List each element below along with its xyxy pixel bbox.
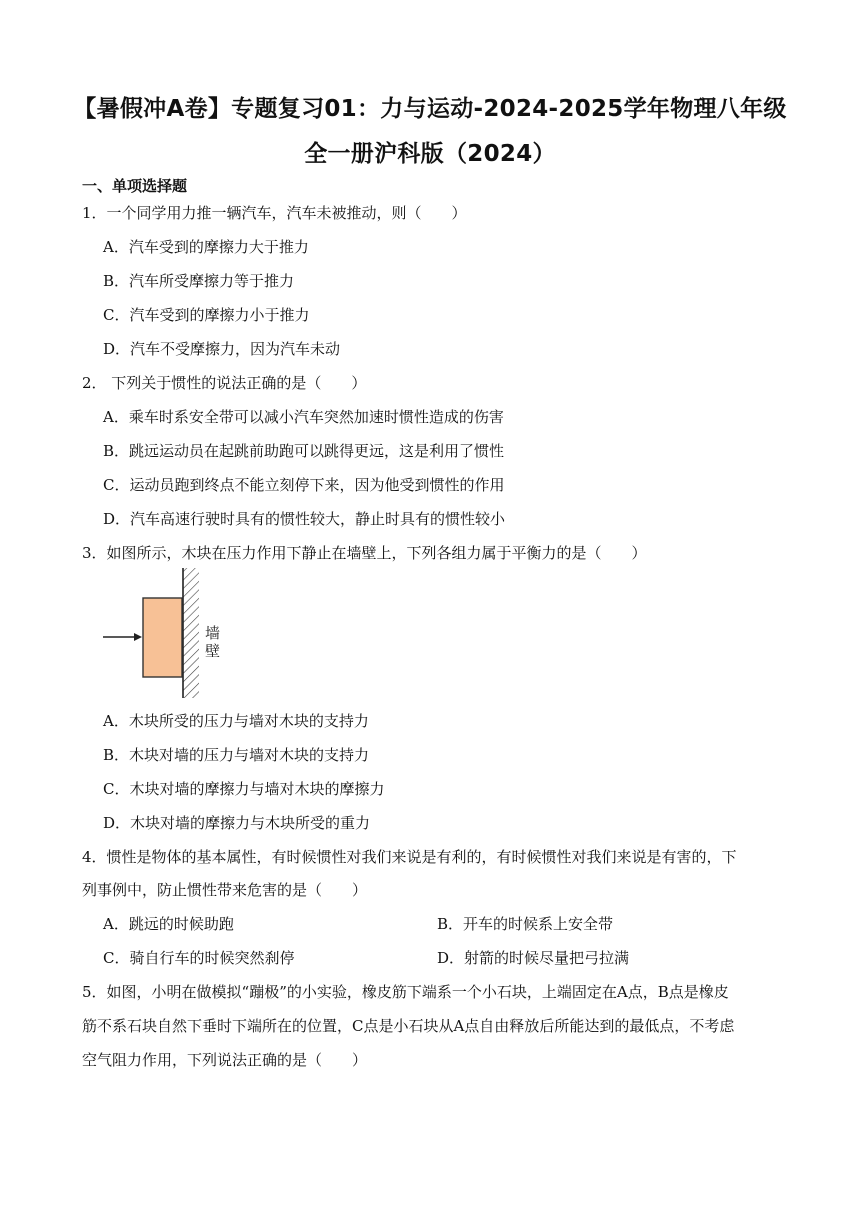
question-3-stem: 3．如图所示，木块在压力作用下静止在墙壁上，下列各组力属于平衡力的是（ ） bbox=[82, 544, 647, 562]
question-1-stem: 1．一个同学用力推一辆汽车，汽车未被推动，则（ ） bbox=[82, 204, 467, 222]
wall-label-top: 墙 bbox=[205, 624, 221, 642]
question-2-option-d: D．汽车高速行驶时具有的惯性较大，静止时具有的惯性较小 bbox=[103, 510, 506, 528]
question-1-option-b: B．汽车所受摩擦力等于推力 bbox=[103, 272, 295, 290]
question-4-option-c: C．骑自行车的时候突然刹停 bbox=[103, 949, 295, 967]
question-4-option-b: B．开车的时候系上安全带 bbox=[437, 915, 614, 933]
question-2-option-a: A．乘车时系安全带可以减小汽车突然加速时惯性造成的伤害 bbox=[103, 408, 504, 426]
question-2-stem: 2． 下列关于惯性的说法正确的是（ ） bbox=[82, 374, 367, 392]
question-2-option-c: C．运动员跑到终点不能立刻停下来，因为他受到惯性的作用 bbox=[103, 476, 505, 494]
question-1-option-d: D．汽车不受摩擦力，因为汽车未动 bbox=[103, 340, 341, 358]
question-3-option-b: B．木块对墙的压力与墙对木块的支持力 bbox=[103, 746, 370, 764]
wooden-block bbox=[143, 598, 182, 677]
question-5-stem-line-2: 筋不系石块自然下垂时下端所在的位置，C点是小石块从A点自由释放后所能达到的最低点，不考虑 bbox=[82, 1017, 735, 1035]
section-heading: 一、单项选择题 bbox=[82, 177, 188, 195]
wall-hatching bbox=[183, 568, 199, 698]
question-1-option-a: A．汽车受到的摩擦力大于推力 bbox=[103, 238, 309, 256]
question-3-option-c: C．木块对墙的摩擦力与墙对木块的摩擦力 bbox=[103, 780, 385, 798]
wall-label-bottom: 壁 bbox=[205, 642, 221, 660]
question-4-stem-line-2: 列事例中，防止惯性带来危害的是（ ） bbox=[82, 881, 368, 899]
question-4-option-a: A．跳远的时候助跑 bbox=[103, 915, 234, 933]
block-on-wall-figure bbox=[95, 566, 235, 700]
question-4-stem-line-1: 4．惯性是物体的基本属性，有时候惯性对我们来说是有利的，有时候惯性对我们来说是有害的，下 bbox=[82, 848, 737, 866]
document-title-line-1: 【暑假冲A卷】专题复习01：力与运动-2024-2025学年物理八年级 bbox=[73, 96, 787, 122]
question-1-option-c: C．汽车受到的摩擦力小于推力 bbox=[103, 306, 310, 324]
question-5-stem-line-3: 空气阻力作用，下列说法正确的是（ ） bbox=[82, 1051, 368, 1069]
document-title-line-2: 全一册沪科版（2024） bbox=[304, 141, 556, 167]
push-force-arrow bbox=[103, 633, 142, 641]
question-3-option-a: A．木块所受的压力与墙对木块的支持力 bbox=[103, 712, 369, 730]
question-4-option-d: D．射箭的时候尽量把弓拉满 bbox=[437, 949, 630, 967]
question-5-stem-line-1: 5．如图，小明在做模拟“蹦极”的小实验，橡皮筋下端系一个小石块，上端固定在A点，B点是橡皮 bbox=[82, 983, 729, 1001]
question-3-option-d: D．木块对墙的摩擦力与木块所受的重力 bbox=[103, 814, 371, 832]
question-2-option-b: B．跳远运动员在起跳前助跑可以跳得更远，这是利用了惯性 bbox=[103, 442, 505, 460]
